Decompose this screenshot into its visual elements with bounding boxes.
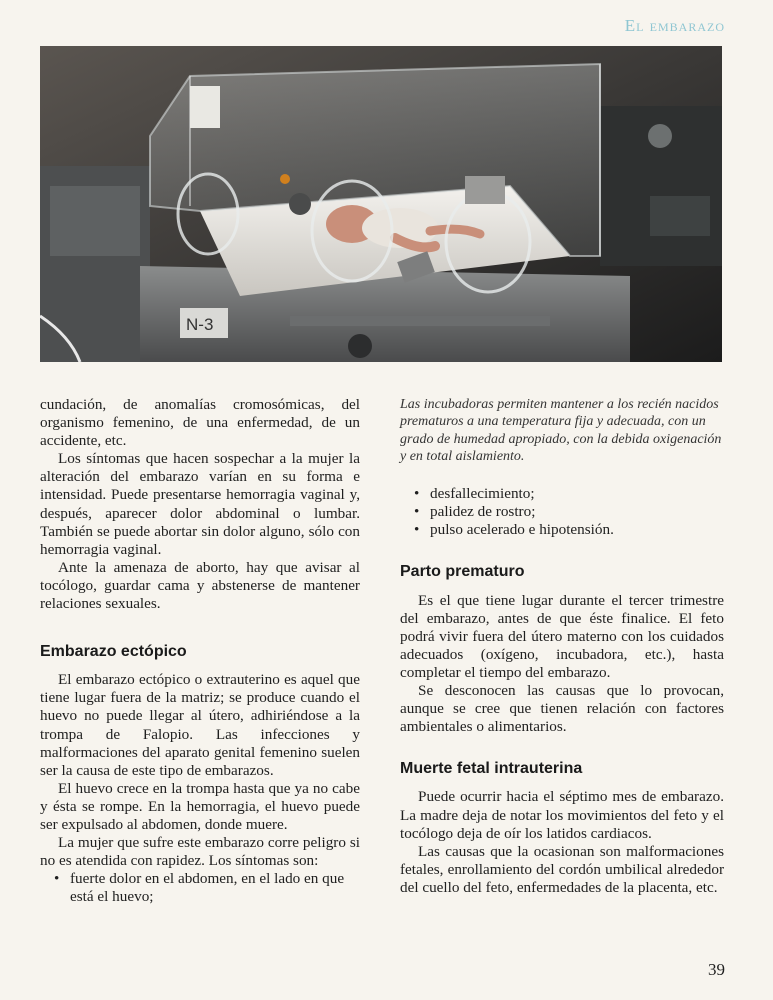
- paragraph-ectopico-3: La mujer que sufre este embarazo corre peligro si no es atendida con rapidez. Los síntomas son:: [40, 834, 360, 870]
- symptom-list-left: [52, 870, 360, 906]
- paragraph-parto-1: Es el que tiene lugar durante el tercer trimestre del embarazo, antes de que éste finalice. El feto podrá vivir fuera del útero materno con los cuidados adecuados (oxígeno, incubadora, etc.), hasta completar el tiempo del embarazo.: [400, 591, 724, 681]
- list-item: • palidez de rostro;: [412, 503, 724, 521]
- paragraph-ectopico-2: El huevo crece en la trompa hasta que ya no cabe y ésta se rompe. En la hemorragia, el huevo puede ser expulsado al abdomen, donde muere.: [40, 779, 360, 833]
- intro-paragraph: cundación, de anomalías cromosómicas, del organismo femenino, de una enfermedad, de un accidente, etc.: [40, 396, 360, 450]
- list-item: • pulso acelerado e hipotensión.: [412, 521, 724, 539]
- paragraph-amenaza: Ante la amenaza de aborto, hay que avisar al tocólogo, guardar cama y abstenerse de mantener relaciones sexuales.: [40, 558, 360, 613]
- left-column: [40, 396, 360, 906]
- paragraph-ectopico-1: El embarazo ectópico o extrauterino es aquel que tiene lugar fuera de la matriz; se produce cuando el huevo no puede llegar al útero, adhiriéndose a la trompa de Falopio. Las infecciones y malformaciones del aparato genital femenino suelen ser la causa de este tipo de embarazos.: [40, 671, 360, 779]
- page-number: 39: [708, 960, 725, 979]
- list-item: • desfallecimiento;: [412, 485, 724, 503]
- list-item: • fuerte dolor en el abdomen, en el lado en que está el huevo;: [52, 870, 360, 906]
- heading-parto-prematuro: Parto prematuro: [400, 563, 525, 581]
- running-header: El embarazo: [624, 16, 725, 35]
- paragraph-muerte-2: Las causas que la ocasionan son malformaciones fetales, enrollamiento del cordón umbilical alrededor del cuello del feto, enfermedades de la placenta, etc.: [400, 842, 724, 896]
- heading-muerte-fetal: Muerte fetal intrauterina: [400, 760, 583, 778]
- heading-embarazo-ectopico: Embarazo ectópico: [40, 643, 187, 661]
- symptom-list-right: [412, 485, 724, 539]
- right-column: [400, 396, 724, 897]
- paragraph-muerte-1: Puede ocurrir hacia el séptimo mes de embarazo. La madre deja de notar los movimientos del feto y el tocólogo deja de oír los latidos cardiacos.: [400, 788, 724, 842]
- photo-caption: Las incubadoras permiten mantener a los recién nacidos prematuros a una temperatura fija y adecuada, con un grado de humedad apropiado, con la debida oxigenación y en total aislamiento.: [400, 397, 722, 464]
- plate-label: N-3: [186, 315, 214, 334]
- paragraph-sintomas: Los síntomas que hacen sospechar a la mujer la alteración del embarazo varían en su forma e intensidad. Puede presentarse hemorragia vaginal y, después, aparecer dolor abdominal o lumbar. También se puede abortar sin dolor alguno, sólo con hemorragia vaginal.: [40, 450, 360, 558]
- incubator-photo: [40, 46, 722, 362]
- paragraph-parto-2: Se desconocen las causas que lo provocan, aunque se cree que tienen relación con factores ambientales o alimentarios.: [400, 682, 724, 736]
